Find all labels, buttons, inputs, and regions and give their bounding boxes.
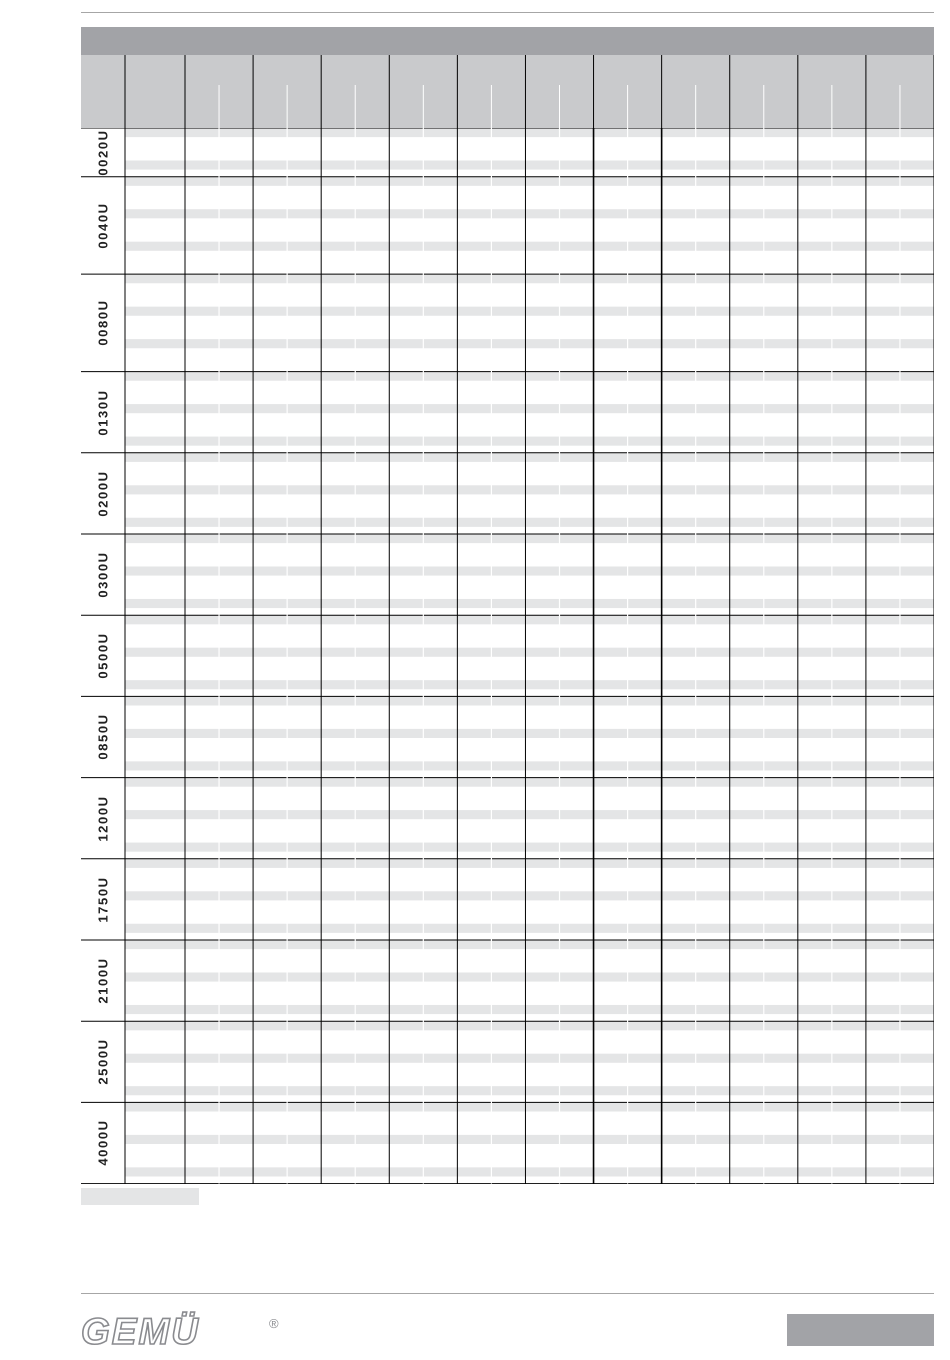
model-label [81, 1102, 125, 1183]
table-row-stripe [125, 437, 934, 446]
model-label-text: 0040U [95, 202, 111, 249]
table-row-stripe [125, 209, 934, 218]
model-label [81, 128, 125, 177]
gemu-logo [81, 1311, 291, 1351]
model-label-text: 0130U [95, 389, 111, 436]
table-row-stripe [125, 566, 934, 575]
table-row-stripe [125, 404, 934, 413]
model-label-text: 0080U [95, 299, 111, 347]
table-grid [81, 128, 934, 1184]
table-row-stripe [125, 307, 934, 316]
footnote-box [81, 1188, 199, 1205]
table-row-stripe [125, 372, 934, 381]
model-label-text: 0300U [95, 551, 111, 598]
model-label-text: 4000U [95, 1119, 111, 1167]
model-label-text: 2500U [95, 1038, 111, 1085]
model-label [81, 453, 125, 534]
table-row-stripe [125, 485, 934, 494]
top-rule [81, 12, 934, 13]
table-row-stripe [125, 891, 934, 900]
table-row-stripe [125, 761, 934, 770]
model-label [81, 696, 125, 777]
table-row-stripe [125, 680, 934, 689]
table-row-stripe [125, 729, 934, 738]
model-label [81, 274, 125, 371]
table-row-stripe [125, 534, 934, 543]
registered-mark: ® [269, 1316, 279, 1331]
table-row-stripe [125, 242, 934, 251]
table-row-stripe [125, 615, 934, 624]
model-label [81, 372, 125, 453]
header-column-dividers [81, 55, 934, 128]
table-row-stripe [125, 1021, 934, 1030]
table-row-stripe [125, 940, 934, 949]
table-row-stripe [125, 518, 934, 527]
model-label-text: 0200U [95, 470, 111, 517]
table-row-stripe [125, 1102, 934, 1111]
model-label [81, 177, 125, 274]
table-row-stripe [125, 843, 934, 852]
model-label-text: 1750U [95, 876, 111, 923]
table-row-stripe [125, 128, 934, 137]
table-row-stripe [125, 696, 934, 705]
model-table [81, 128, 934, 1184]
model-label-text: 0850U [95, 713, 111, 761]
model-label-text: 1200U [95, 795, 111, 842]
table-row-stripe [125, 810, 934, 819]
table-row-stripe [125, 648, 934, 657]
table-row-stripe [125, 274, 934, 283]
table-row-stripe [125, 453, 934, 462]
table-row-stripe [125, 1086, 934, 1095]
table-row-stripe [125, 177, 934, 186]
model-label [81, 534, 125, 615]
table-title-bar [81, 27, 934, 55]
table-row-stripe [125, 778, 934, 787]
table-row-stripe [125, 1135, 934, 1144]
table-row-stripe [125, 599, 934, 608]
table-header [81, 55, 934, 128]
model-label [81, 615, 125, 696]
model-label-text: 0500U [95, 632, 111, 679]
model-label [81, 859, 125, 940]
bottom-rule [81, 1293, 934, 1294]
table-row-stripe [125, 1005, 934, 1014]
table-row-stripe [125, 859, 934, 868]
table-row-stripe [125, 1054, 934, 1063]
table-row-stripe [125, 1167, 934, 1176]
table-row-stripe [125, 924, 934, 933]
table-row-stripe [125, 972, 934, 981]
logo-text: GEMÜ [81, 1311, 200, 1351]
table-row-stripe [125, 160, 934, 169]
model-label [81, 940, 125, 1021]
model-label-text: 0020U [95, 129, 111, 176]
table-row-stripe [125, 339, 934, 348]
page-number-box [787, 1314, 934, 1346]
model-label-text: 2100U [95, 957, 111, 1004]
model-label [81, 778, 125, 859]
model-label [81, 1021, 125, 1102]
